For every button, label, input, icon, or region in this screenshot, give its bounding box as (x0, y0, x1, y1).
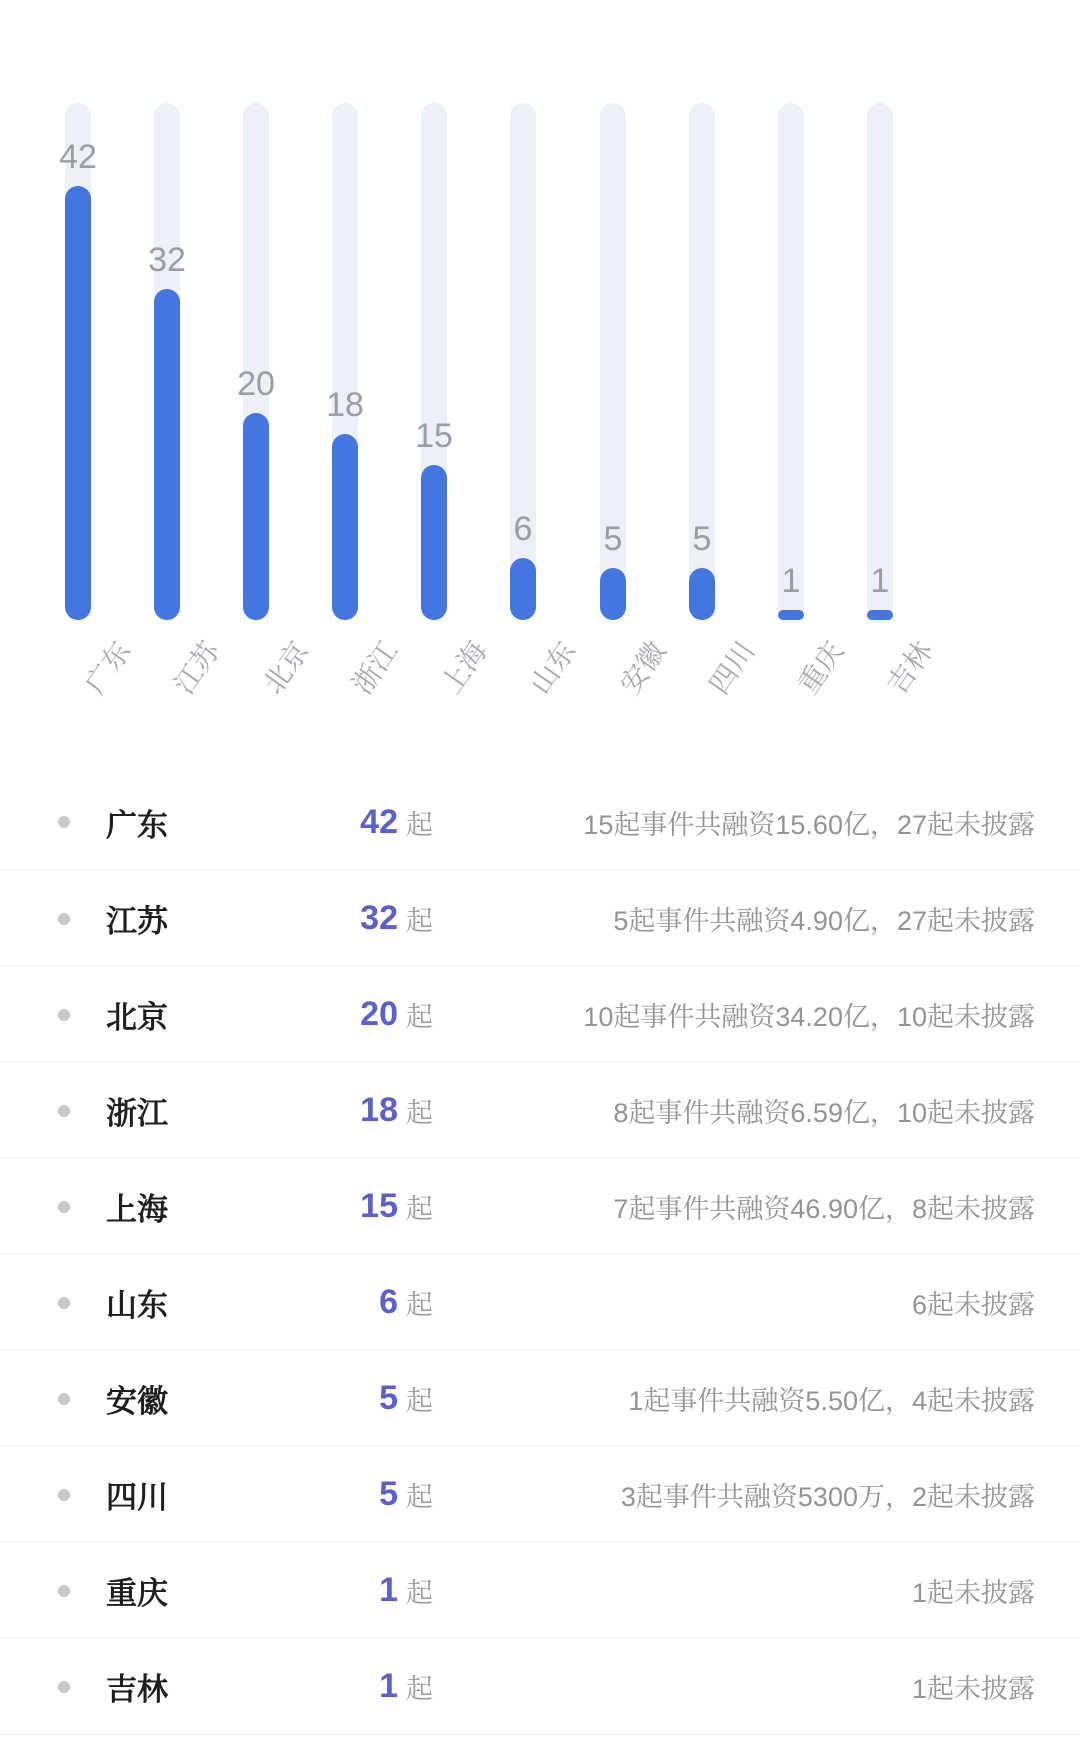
bar-track (867, 103, 893, 620)
bullet-icon (58, 1393, 70, 1405)
row-detail: 15起事件共融资15.60亿，27起未披露 (583, 809, 1035, 840)
count-unit: 起 (406, 1578, 433, 1608)
event-count: 15 (360, 1187, 398, 1225)
row-detail: 1起事件共融资5.50亿，4起未披露 (628, 1386, 1035, 1416)
bar-fill (154, 289, 180, 620)
bar-track (59, 103, 97, 620)
bar-track (237, 103, 275, 620)
province-bar-chart (0, 0, 1080, 774)
province-name: 广东 (106, 807, 168, 843)
bar-value-label: 20 (237, 365, 275, 404)
row-detail: 3起事件共融资5300万，2起未披露 (620, 1482, 1035, 1512)
bar-track (510, 103, 536, 620)
event-count: 18 (360, 1091, 398, 1129)
bar-track (689, 103, 715, 620)
province-name: 吉林 (106, 1672, 168, 1707)
province-list (0, 774, 1080, 1735)
province-name: 浙江 (106, 1096, 168, 1131)
x-axis-label: 安徽 (614, 635, 672, 700)
bar-fill (243, 413, 269, 620)
bar-column (237, 103, 315, 700)
bullet-icon (58, 1009, 70, 1021)
bar-value-label: 32 (148, 241, 186, 280)
list-row (0, 1638, 1080, 1734)
list-row (0, 1350, 1080, 1446)
x-axis-label: 浙江 (346, 635, 404, 700)
bullet-icon (58, 1201, 70, 1213)
bar-fill (332, 434, 358, 620)
province-name: 上海 (106, 1192, 168, 1227)
list-row (0, 1446, 1080, 1542)
row-detail: 1起未披露 (911, 1578, 1035, 1608)
count-unit: 起 (406, 1674, 433, 1704)
bar-track (326, 103, 364, 620)
count-unit: 起 (406, 809, 433, 840)
event-count: 42 (360, 802, 398, 841)
x-axis-label: 四川 (703, 635, 761, 700)
row-detail: 7起事件共融资46.90亿，8起未披露 (613, 1194, 1035, 1224)
row-detail: 6起未披露 (911, 1290, 1035, 1320)
x-axis-label: 上海 (435, 635, 493, 700)
bar-track (778, 103, 804, 620)
bar-fill (510, 558, 536, 620)
province-name: 四川 (106, 1480, 168, 1515)
bar-track (415, 103, 453, 620)
bar-column (326, 103, 404, 700)
bullet-icon (58, 1297, 70, 1309)
row-detail: 8起事件共融资6.59亿，10起未披露 (613, 1098, 1035, 1128)
bar-column (510, 103, 582, 700)
bar-fill (600, 568, 626, 620)
bar-value-label: 6 (513, 509, 533, 548)
event-count: 32 (360, 899, 398, 937)
row-detail: 10起事件共融资34.20亿，10起未披露 (583, 1002, 1035, 1032)
bar-value-label: 5 (692, 520, 712, 559)
bullet-icon (58, 913, 70, 925)
event-count: 5 (379, 1379, 398, 1417)
bar-column (59, 103, 137, 700)
bar-column (600, 103, 672, 700)
event-count: 5 (379, 1475, 398, 1513)
event-count: 20 (360, 995, 398, 1033)
count-unit: 起 (406, 906, 433, 936)
count-unit: 起 (406, 1386, 433, 1416)
list-row (0, 870, 1080, 966)
count-unit: 起 (406, 1098, 433, 1128)
list-row (0, 1062, 1080, 1158)
bar-column (867, 103, 939, 700)
bar-fill (867, 610, 893, 620)
count-unit: 起 (406, 1482, 433, 1512)
row-detail: 1起未披露 (911, 1674, 1035, 1704)
bar-value-label: 5 (603, 520, 623, 559)
province-name: 山东 (106, 1288, 168, 1323)
bar-fill (65, 186, 91, 620)
bar-value-label: 18 (326, 385, 364, 424)
count-unit: 起 (406, 1290, 433, 1320)
list-row (0, 966, 1080, 1062)
bullet-icon (58, 1105, 70, 1117)
list-row (0, 1158, 1080, 1254)
count-unit: 起 (406, 1002, 433, 1032)
list-row (0, 774, 1080, 870)
bar-fill (421, 465, 447, 620)
event-count: 6 (379, 1283, 398, 1321)
bullet-icon (58, 1681, 70, 1693)
bar-value-label: 15 (415, 416, 453, 455)
count-unit: 起 (406, 1194, 433, 1224)
x-axis-label: 广东 (79, 635, 137, 700)
bullet-icon (58, 1585, 70, 1597)
list-row (0, 1542, 1080, 1638)
event-count: 1 (379, 1667, 398, 1705)
province-name: 江苏 (106, 904, 168, 939)
province-name: 安徽 (106, 1384, 168, 1419)
bar-column (778, 103, 850, 700)
bar-value-label: 1 (870, 561, 890, 600)
bar-value-label: 42 (59, 137, 97, 176)
event-count: 1 (379, 1571, 398, 1609)
bar-value-label: 1 (781, 561, 801, 600)
x-axis-label: 北京 (257, 635, 315, 700)
bar-column (415, 103, 493, 700)
list-row (0, 1254, 1080, 1350)
bullet-icon (58, 816, 70, 828)
province-name: 重庆 (106, 1576, 168, 1611)
bar-column (689, 103, 761, 700)
x-axis-label: 吉林 (881, 635, 939, 700)
province-name: 北京 (106, 1000, 168, 1035)
bar-track (600, 103, 626, 620)
bar-track (148, 103, 186, 620)
x-axis-label: 江苏 (168, 635, 226, 700)
bar-column (148, 103, 226, 700)
bar-fill (689, 568, 715, 620)
row-detail: 5起事件共融资4.90亿，27起未披露 (613, 906, 1035, 936)
bar-fill (778, 610, 804, 620)
x-axis-label: 山东 (524, 635, 582, 700)
x-axis-label: 重庆 (792, 635, 850, 700)
bullet-icon (58, 1489, 70, 1501)
